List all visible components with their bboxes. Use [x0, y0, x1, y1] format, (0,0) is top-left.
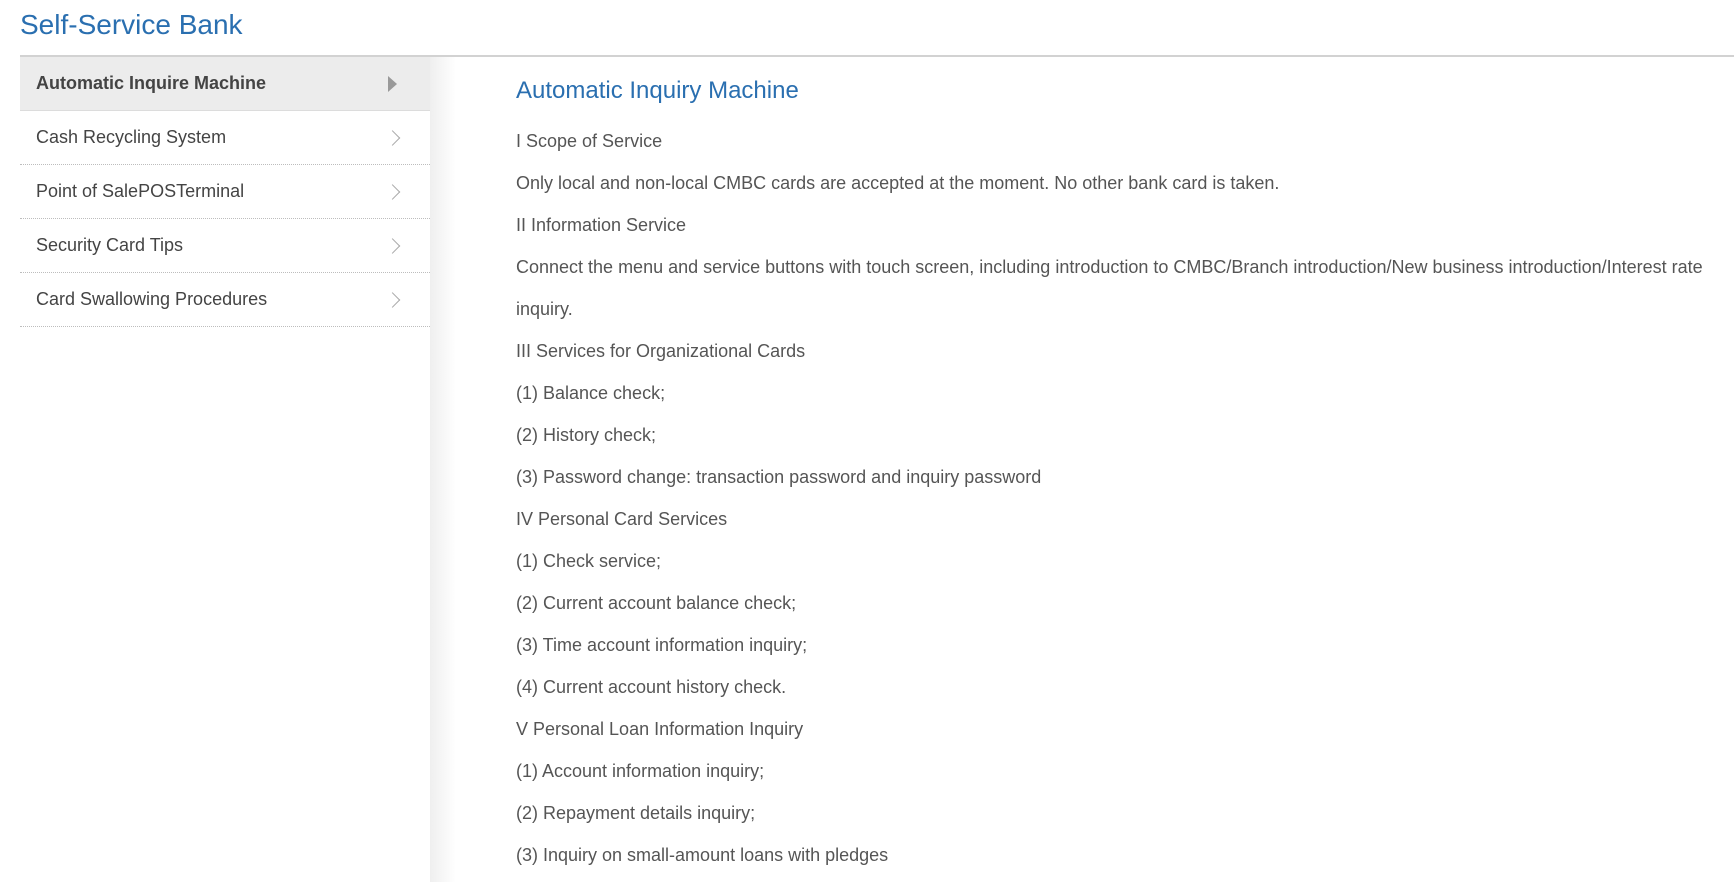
caret-right-icon [388, 76, 397, 92]
main-content [516, 72, 1721, 876]
section-heading-information: II Information Service [516, 215, 687, 235]
list-item: (3) Time account information inquiry; [516, 635, 808, 655]
sidebar-item-automatic-inquire-machine[interactable] [20, 57, 430, 111]
sidebar-item-label: Point of SalePOSTerminal [36, 181, 245, 201]
sidebar-item-point-of-sale-terminal[interactable] [20, 165, 430, 219]
sidebar-nav [20, 57, 430, 327]
list-item: (2) Current account balance check; [516, 593, 797, 613]
section-heading-personal-card: IV Personal Card Services [516, 509, 728, 529]
paragraph-scope: Only local and non-local CMBC cards are accepted at the moment. No other bank card is taken. [516, 173, 1280, 193]
list-item: (4) Current account history check. [516, 677, 787, 697]
page-title: Self-Service Bank [20, 9, 243, 40]
list-item: (3) Inquiry on small-amount loans with pledges [516, 845, 889, 865]
section-heading-scope: I Scope of Service [516, 131, 663, 151]
chevron-right-icon [385, 130, 401, 146]
section-heading-organizational-cards: III Services for Organizational Cards [516, 341, 806, 361]
sidebar-item-label: Automatic Inquire Machine [36, 73, 267, 93]
sidebar-item-cash-recycling-system[interactable] [20, 111, 430, 165]
chevron-right-icon [385, 292, 401, 308]
list-item: (3) Password change: transaction password and inquiry password [516, 467, 1042, 487]
list-item: (1) Check service; [516, 551, 662, 571]
content-title: Automatic Inquiry Machine [516, 77, 799, 104]
list-item: (2) Repayment details inquiry; [516, 803, 756, 823]
list-item: (1) Account information inquiry; [516, 761, 765, 781]
sidebar-item-security-card-tips[interactable] [20, 219, 430, 273]
list-item: (2) History check; [516, 425, 657, 445]
sidebar-item-label: Cash Recycling System [36, 127, 227, 147]
sidebar-shadow [430, 57, 456, 882]
sidebar-item-card-swallowing-procedures[interactable] [20, 273, 430, 327]
sidebar-item-label: Security Card Tips [36, 235, 184, 255]
chevron-right-icon [385, 238, 401, 254]
chevron-right-icon [385, 184, 401, 200]
section-heading-personal-loan: V Personal Loan Information Inquiry [516, 719, 804, 739]
sidebar-item-label: Card Swallowing Procedures [36, 289, 268, 309]
list-item: (1) Balance check; [516, 383, 666, 403]
paragraph-information: Connect the menu and service buttons with touch screen, including introduction to CMBC/Branch introduction/New business introduction/Interest rate inquiry. [516, 257, 1703, 319]
